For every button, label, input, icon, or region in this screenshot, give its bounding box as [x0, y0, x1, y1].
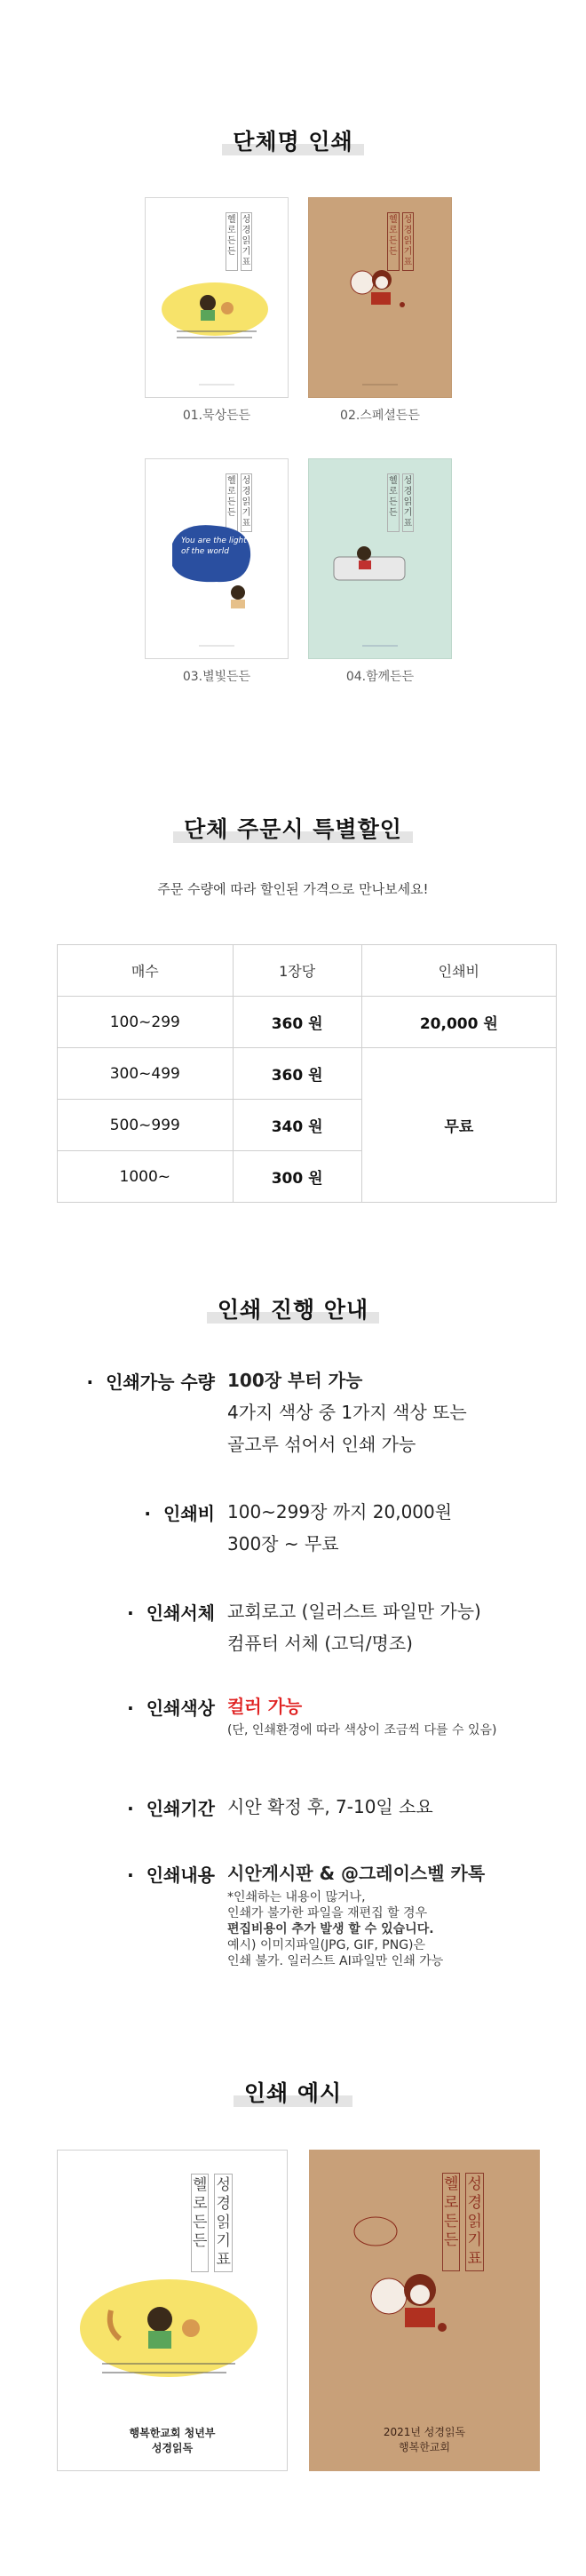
cover-starlight[interactable]: 헬 로 든 든 성 경 읽 기 표 You are the light of the world: [145, 458, 289, 659]
qty-cell: 500~999: [58, 1100, 234, 1151]
cover-caption: 03.별빛든든: [182, 670, 251, 684]
info-label: · 인쇄비: [144, 1503, 215, 1524]
section-title-group-print: 단체명 인쇄: [0, 124, 586, 156]
info-note: 편집비용이 추가 발생 할 수 있습니다.: [227, 1922, 434, 1936]
qty-cell: 300~499: [58, 1048, 234, 1100]
bullet-icon: ·: [86, 1371, 94, 1393]
bullet-icon: ·: [127, 1798, 134, 1819]
table-header: 1장당: [233, 945, 361, 997]
table-header: 인쇄비: [361, 945, 556, 997]
info-line: 골고루 섞어서 인쇄 가능: [227, 1434, 416, 1455]
example-kraft-cover[interactable]: 헬 로 든 든 성 경 읽 기 표 2021년 성경읽독 행복한교회: [309, 2150, 540, 2471]
price-cell: 340 원: [233, 1100, 361, 1151]
example-text: 행복한교회: [399, 2441, 450, 2453]
bullet-icon: ·: [127, 1602, 134, 1624]
cover-art-text: You are the light of the world: [181, 537, 247, 556]
example-illustration: [58, 2151, 288, 2471]
cover-illustration: [309, 459, 452, 659]
fee-cell-free: 무료: [361, 1048, 556, 1203]
info-line: 300장 ~ 무료: [227, 1533, 339, 1554]
table-row: [58, 1048, 557, 1100]
info-line: 교회로고 (일러스트 파일만 가능): [227, 1601, 481, 1622]
info-note: *인쇄하는 내용이 많거나,: [227, 1890, 366, 1904]
discount-table: [57, 944, 557, 1203]
example-illustration: [309, 2150, 540, 2471]
cover-together[interactable]: 헬 로 든 든 성 경 읽 기 표: [308, 458, 452, 659]
info-line: 100장 부터 가능: [227, 1370, 363, 1391]
bullet-icon: ·: [127, 1697, 134, 1719]
info-note: 예시) 이미지파일(JPG, GIF, PNG)은: [227, 1938, 426, 1952]
price-cell: 300 원: [233, 1151, 361, 1203]
info-line: 시안게시판 & @그레이스벨 카톡: [227, 1863, 486, 1884]
price-cell: 360 원: [233, 997, 361, 1048]
info-note: 인쇄 불가. 일러스트 AI파일만 인쇄 가능: [227, 1954, 444, 1968]
info-line: 컴퓨터 서체 (고딕/명조): [227, 1633, 413, 1654]
info-note: (단, 인쇄환경에 따라 색상이 조금씩 다를 수 있음): [227, 1723, 497, 1737]
cover-caption: 02.스페셜든든: [340, 409, 420, 423]
info-line: 시안 확정 후, 7-10일 소요: [227, 1796, 433, 1817]
example-text: 성경읽독: [151, 2442, 194, 2454]
table-header: 매수: [58, 945, 234, 997]
section-title-discount: 단체 주문시 특별할인: [0, 812, 586, 844]
info-line: 100~299장 까지 20,000원: [227, 1501, 453, 1523]
info-label: · 인쇄가능 수량: [86, 1371, 215, 1393]
qty-cell: 1000~: [58, 1151, 234, 1203]
fee-cell: 20,000 원: [361, 997, 556, 1048]
info-label: · 인쇄내용: [127, 1864, 215, 1886]
price-cell: 360 원: [233, 1048, 361, 1100]
cover-special[interactable]: 헬 로 든 든 성 경 읽 기 표: [308, 197, 452, 398]
example-text: 행복한교회 청년부: [129, 2427, 216, 2439]
bullet-icon: ·: [144, 1503, 152, 1524]
cover-illustration: [309, 198, 452, 398]
info-label: · 인쇄색상: [127, 1697, 215, 1719]
info-note: 인쇄가 불가한 파일을 재편집 할 경우: [227, 1906, 428, 1920]
example-text: 2021년 성경읽독: [383, 2426, 466, 2438]
bullet-icon: ·: [127, 1864, 134, 1886]
qty-cell: 100~299: [58, 997, 234, 1048]
cover-illustration: [146, 459, 289, 659]
cover-illustration: [146, 198, 289, 398]
section-title-examples: 인쇄 예시: [0, 2076, 586, 2108]
cover-caption: 01.묵상든든: [182, 409, 251, 423]
section-title-print-guide: 인쇄 진행 안내: [0, 1292, 586, 1324]
info-line: 4가지 색상 중 1가지 색상 또는: [227, 1402, 467, 1423]
cover-meditation[interactable]: 헬 로 든 든 성 경 읽 기 표: [145, 197, 289, 398]
table-row: [58, 997, 557, 1048]
info-label: · 인쇄기간: [127, 1798, 215, 1819]
info-label: · 인쇄서체: [127, 1602, 215, 1624]
info-line-color: 컬러 가능: [227, 1696, 303, 1717]
discount-subtitle: 주문 수량에 따라 할인된 가격으로 만나보세요!: [157, 881, 429, 897]
example-white-cover[interactable]: 헬 로 든 든 성 경 읽 기 표 행복한교회 청년부 성경읽독: [57, 2150, 288, 2471]
cover-caption: 04.함께든든: [345, 670, 415, 684]
